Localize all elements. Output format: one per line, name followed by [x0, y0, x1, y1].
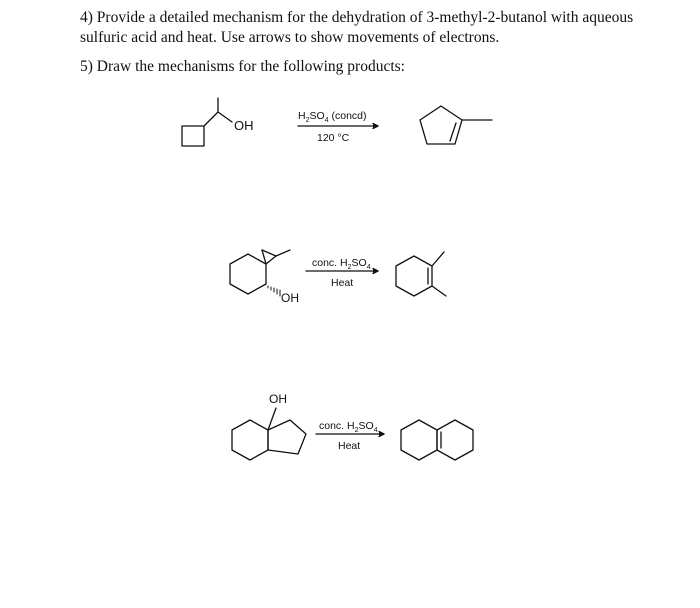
reaction-1-arrow — [298, 124, 378, 129]
reaction-2-substituent-label: OH — [281, 291, 299, 305]
reaction-3-reactant-structure — [232, 408, 306, 460]
reaction-2-reactant-structure — [230, 250, 290, 296]
question-4-text: 4) Provide a detailed mechanism for the dehydration of 3-methyl-2-butanol with aqueous sulfuric acid and heat. Use arrows to show movements of electrons. — [80, 9, 634, 46]
reaction-2-condition-label: Heat — [331, 277, 354, 289]
reaction-1-product-structure — [420, 106, 492, 144]
reaction-3-product-structure — [401, 420, 473, 460]
reaction-1-reactant-structure — [182, 98, 232, 146]
reaction-1-condition-label: 120 °C — [317, 132, 350, 144]
reaction-3-substituent-label: OH — [269, 392, 287, 406]
reaction-1-substituent-label: OH — [234, 118, 254, 133]
reaction-3-condition-label: Heat — [338, 440, 361, 452]
reaction-2-reagent-label: conc. $H_2SO_4$ — [312, 257, 371, 271]
reaction-3-reagent-label: conc. $H_2SO_4$ — [319, 420, 378, 434]
reaction-1-reagent-label: $H_2SO_4$ (concd) — [298, 110, 367, 124]
reaction-2-product-structure — [396, 252, 446, 296]
question-5-text: 5) Draw the mechanisms for the following products: — [80, 58, 405, 75]
